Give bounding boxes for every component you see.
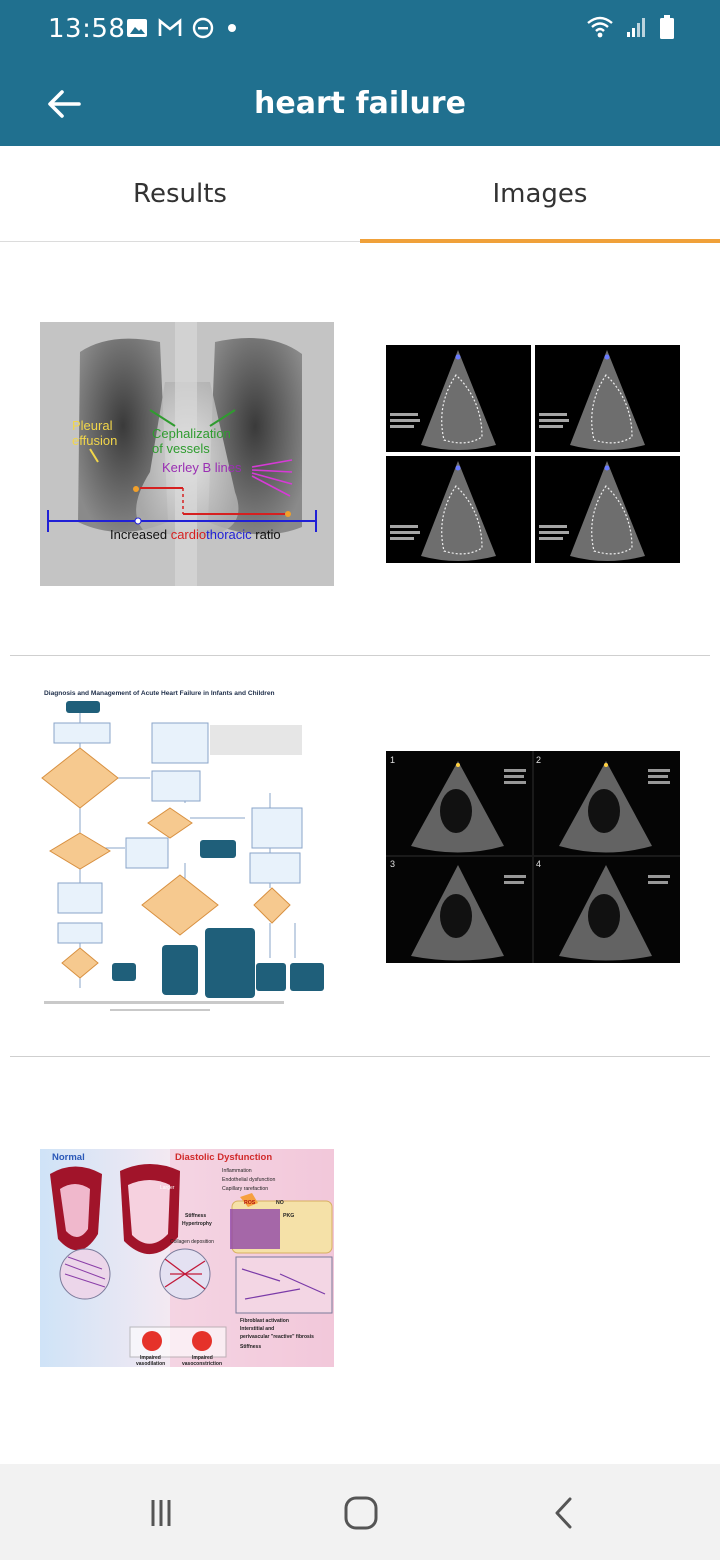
image-diastolic-dysfunction[interactable]: [40, 1149, 334, 1367]
image-echocardiogram-numbered[interactable]: [386, 751, 680, 963]
status-time: 13:58: [48, 14, 126, 44]
label-effusion: effusion: [72, 433, 118, 448]
page-title: heart failure: [254, 86, 466, 121]
signal-icon: [626, 16, 648, 38]
flowchart-title: Diagnosis and Management of Acute Heart Failure in Infants and Children: [44, 690, 275, 697]
label-ratio: Increased cardiothoracic ratio: [110, 527, 281, 542]
dd-endothelial: Endothelial dysfunction: [222, 1177, 276, 1183]
wifi-icon: [586, 15, 614, 39]
row-separator: [10, 655, 710, 656]
flowchart-graphic: [40, 683, 334, 1027]
dd-perivascular: perivascular "reactive" fibrosis: [240, 1334, 314, 1340]
gmail-icon: [158, 18, 182, 38]
app-bar: [0, 60, 720, 146]
dd-vaso2a: Impaired: [192, 1355, 213, 1361]
dd-pkg: PKG: [283, 1213, 295, 1219]
diastolic-dysfunction-graphic: [40, 1149, 334, 1367]
nav-back-button[interactable]: [538, 1492, 588, 1534]
status-left-icons: [126, 17, 240, 39]
dd-stiffness: Stiffness: [185, 1213, 207, 1219]
chest-xray-graphic: [40, 322, 334, 586]
dd-interstitial: Interstitial and: [240, 1326, 275, 1332]
back-icon: [548, 1495, 578, 1531]
image-icon: [126, 17, 148, 39]
echo-panel-4-label: 4: [536, 859, 542, 869]
label-cephalization: Cephalization: [152, 426, 231, 441]
label-of-vessels: of vessels: [152, 441, 210, 456]
dd-ros: ROS: [244, 1200, 256, 1206]
dd-collagen: Collagen deposition: [170, 1239, 214, 1245]
echo-panel-1-label: 1: [390, 755, 396, 765]
echo-panel-2-label: 2: [536, 755, 542, 765]
system-nav-bar: [0, 1464, 720, 1560]
echocardiogram-graphic: [386, 345, 680, 563]
status-bar: [0, 0, 720, 60]
dd-title: Diastolic Dysfunction: [175, 1152, 273, 1163]
dd-vaso2b: vasoconstriction: [182, 1361, 223, 1367]
dd-fibroblast: Fibroblast activation: [240, 1318, 289, 1324]
echocardiogram-numbered-graphic: [386, 751, 680, 963]
dd-vaso1b: vasodilation: [136, 1361, 166, 1367]
dd-hypertrophy: Hypertrophy: [182, 1221, 212, 1227]
dot-icon: [224, 20, 240, 36]
image-chest-xray[interactable]: [40, 322, 334, 586]
dd-normal-label: Normal: [52, 1152, 85, 1163]
tab-images-label: Images: [492, 179, 588, 209]
home-icon: [343, 1495, 379, 1531]
image-flowchart[interactable]: [40, 683, 334, 1027]
dd-no: NO: [276, 1200, 284, 1206]
battery-icon: [660, 15, 674, 39]
tab-bar: [0, 146, 720, 242]
recents-icon: [144, 1496, 178, 1530]
dd-capillary: Capillary rarefaction: [222, 1186, 269, 1192]
echo-panel-3-label: 3: [390, 859, 396, 869]
status-right-icons: [586, 15, 674, 39]
do-not-disturb-icon: [192, 17, 214, 39]
dd-inflammation: Inflammation: [222, 1168, 252, 1174]
dd-larger-label: Larger: [160, 1185, 175, 1191]
home-button[interactable]: [336, 1492, 386, 1534]
dd-vaso1a: Impaired: [140, 1355, 161, 1361]
tab-results[interactable]: [0, 146, 360, 242]
label-kerley: Kerley B lines: [162, 460, 242, 475]
row-separator: [10, 1056, 710, 1057]
label-pleural: Pleural: [72, 418, 113, 433]
tab-selected-indicator: [360, 239, 720, 243]
tab-images[interactable]: [360, 146, 720, 242]
dd-stiffness-2: Stiffness: [240, 1344, 262, 1350]
recents-button[interactable]: [136, 1492, 186, 1534]
tab-results-label: Results: [133, 179, 227, 209]
image-echocardiogram[interactable]: [386, 345, 680, 563]
